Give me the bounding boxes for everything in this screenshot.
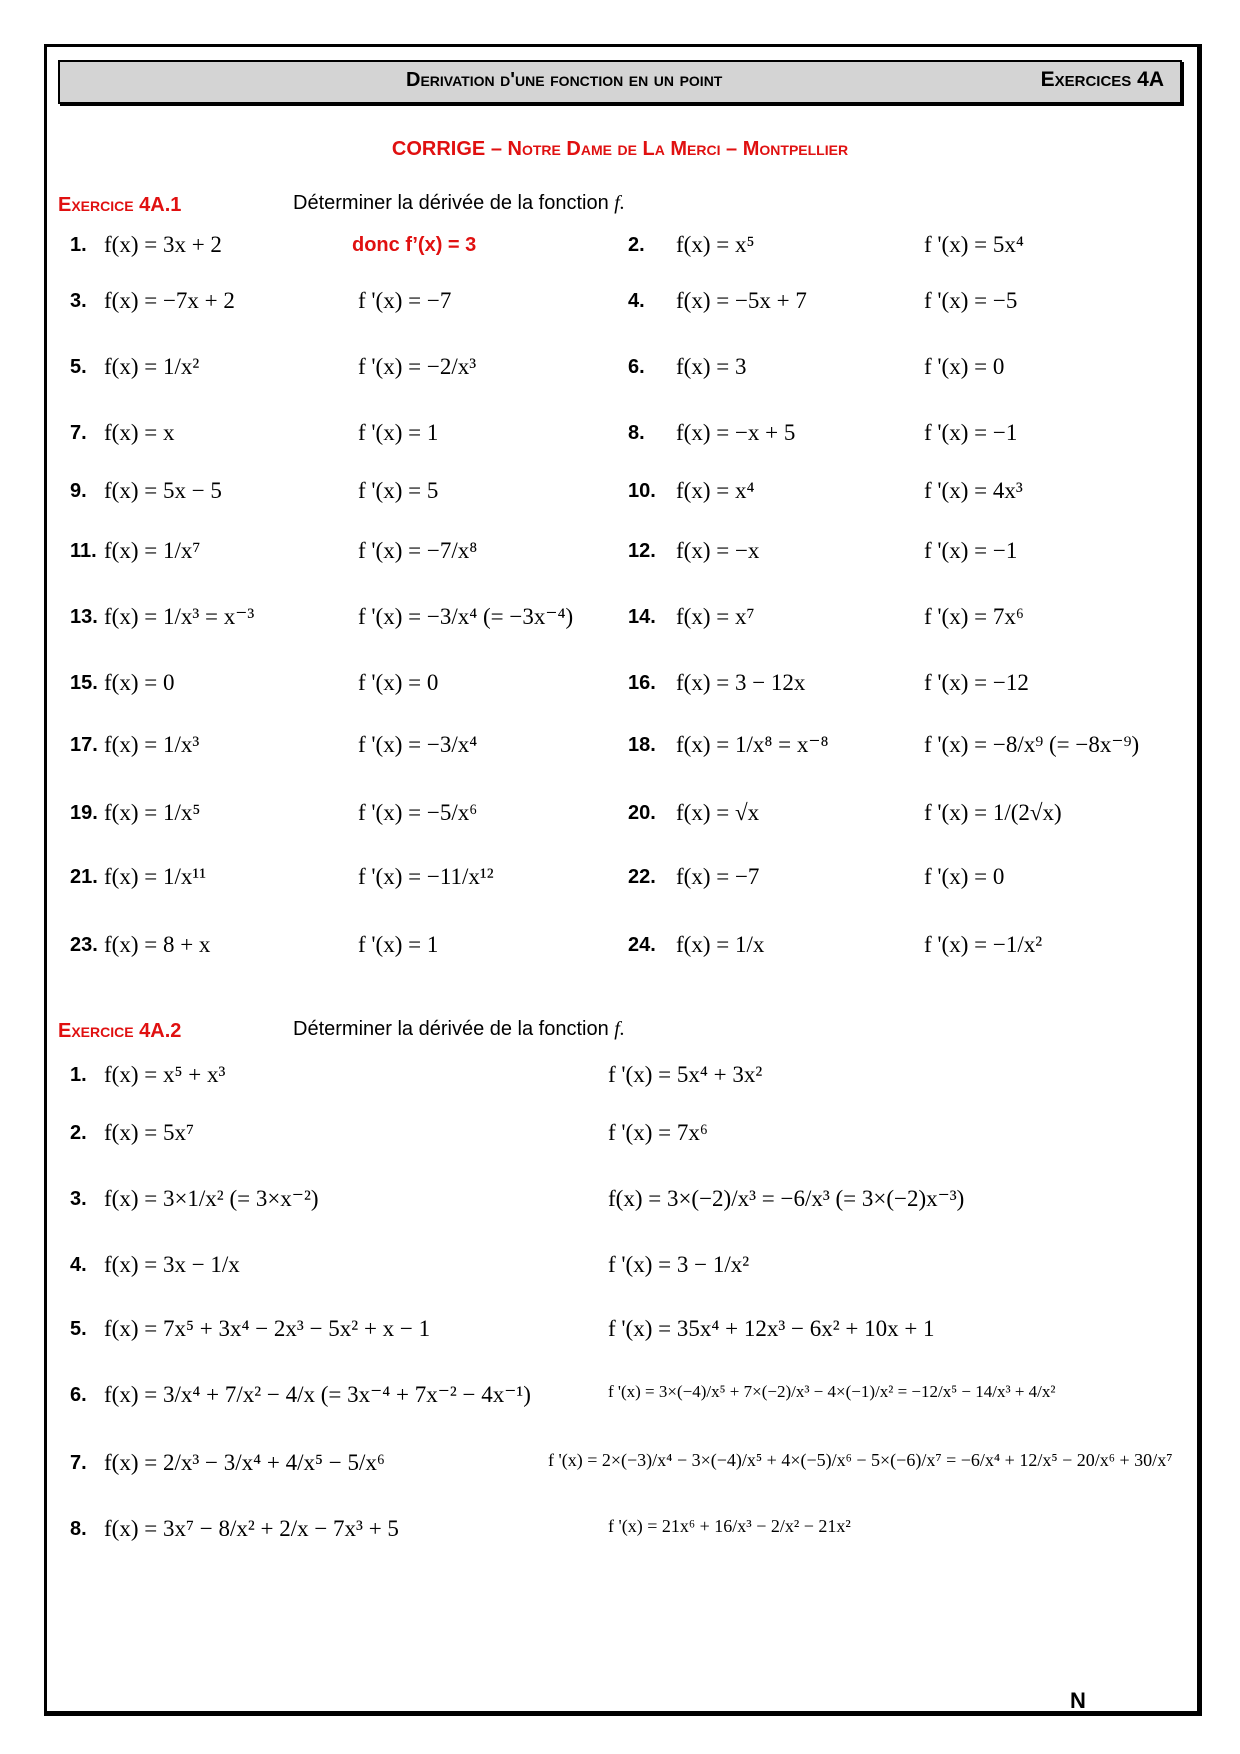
exercise-1-item-number: 15. [70,672,98,694]
exercise-1-item-number: 10. [628,480,656,502]
corrige-subtitle: CORRIGE – Notre Dame de La Merci – Montpellier [391,138,849,160]
exercise-2-function: f(x) = x⁵ + x³ [104,1062,226,1087]
exercise-2-item-number: 6. [70,1384,87,1406]
instruction-text: Déterminer la dérivée de la fonction [293,192,609,214]
exercise-1-derivative: f '(x) = −1 [924,420,1018,445]
exercise-1-derivative: f '(x) = −11/x¹² [358,864,494,889]
exercise-1-item-number: 8. [628,422,645,444]
exercise-1-function: f(x) = −5x + 7 [676,288,807,313]
exercise-2-instruction [293,1018,625,1041]
exercise-2-derivative: f '(x) = 2×(−3)/x⁴ − 3×(−4)/x⁵ + 4×(−5)/x⁶ − 5×(−6)/x⁷ = −6/x⁴ + 12/x⁵ − 20/x⁶ + 30/x⁷ [548,1450,1173,1470]
exercise-1-function: f(x) = −7x + 2 [104,288,235,313]
exercise-1-function: f(x) = 1/x³ [104,732,200,757]
exercise-1-function: f(x) = 1/x [676,932,765,957]
exercise-1-derivative: f '(x) = 0 [924,864,1005,889]
exercise-1-item-number: 18. [628,734,656,756]
exercise-2-derivative: f '(x) = 35x⁴ + 12x³ − 6x² + 10x + 1 [608,1316,935,1341]
exercise-2-derivative: f '(x) = 7x⁶ [608,1120,708,1145]
exercise-2-function: f(x) = 3x⁷ − 8/x² + 2/x − 7x³ + 5 [104,1516,399,1541]
exercise-1-derivative: f '(x) = 5x⁴ [924,232,1024,257]
exercise-1-item-number: 20. [628,802,656,824]
exercise-2-derivative: f '(x) = 21x⁶ + 16/x³ − 2/x² − 21x² [608,1516,851,1536]
exercise-2-function: f(x) = 3/x⁴ + 7/x² − 4/x (= 3x⁻⁴ + 7x⁻² − 4x⁻¹) [104,1382,531,1407]
exercise-1-function: f(x) = x⁵ [676,232,755,257]
exercise-1-item-number: 24. [628,934,656,956]
exercise-1-derivative: f '(x) = −8/x⁹ (= −8x⁻⁹) [924,732,1140,757]
exercise-2-function: f(x) = 3×1/x² (= 3×x⁻²) [104,1186,319,1211]
exercise-1-function: f(x) = −x [676,538,760,563]
exercise-1-function: f(x) = x⁷ [676,604,755,629]
exercise-2-item-number: 3. [70,1188,87,1210]
exercise-1-derivative: f '(x) = 4x³ [924,478,1023,503]
exercise-1-item-number: 14. [628,606,656,628]
exercise-2-item-number: 5. [70,1318,87,1340]
exercise-1-item-number: 17. [70,734,98,756]
exercise-2-item-number: 2. [70,1122,87,1144]
exercise-1-item-number: 6. [628,356,645,378]
exercise-1-instruction [293,192,625,215]
exercise-1-item-number: 23. [70,934,98,956]
exercise-1-derivative: f '(x) = 0 [924,354,1005,379]
exercise-1-item-number: 16. [628,672,656,694]
exercise-1-item-number: 5. [70,356,87,378]
exercise-2-title: Exercice 4A.2 [58,1020,182,1042]
exercise-2-function: f(x) = 3x − 1/x [104,1252,240,1277]
exercise-1-function: f(x) = x [104,420,175,445]
exercise-1-derivative: f '(x) = 1 [358,932,439,957]
exercise-2-function: f(x) = 2/x³ − 3/x⁴ + 4/x⁵ − 5/x⁶ [104,1450,385,1475]
first-derivative-answer: donc f’(x) = 3 [352,234,477,256]
exercise-1-title: Exercice 4A.1 [58,194,182,216]
header-title: Derivation d'une fonction en un point [406,69,723,91]
exercise-2-item-number: 7. [70,1452,87,1474]
exercise-2-item-number: 1. [70,1064,87,1086]
exercise-1-item-number: 22. [628,866,656,888]
exercise-1-function: f(x) = 3 − 12x [676,670,806,695]
exercise-1-function: f(x) = 5x − 5 [104,478,222,503]
exercise-1-function: f(x) = −7 [676,864,760,889]
exercise-1-item-number: 7. [70,422,87,444]
page-header [58,60,1182,104]
exercise-1-item-number: 12. [628,540,656,562]
exercise-1-function: f(x) = x⁴ [676,478,755,503]
exercise-1-function: f(x) = 1/x⁸ = x⁻⁸ [676,732,829,757]
exercise-2-item-number: 8. [70,1518,87,1540]
exercise-2-function: f(x) = 5x⁷ [104,1120,194,1145]
exercise-1-derivative: f '(x) = −5/x⁶ [358,800,478,825]
exercise-1-item-number: 9. [70,480,87,502]
function-name: f. [614,1018,625,1040]
exercise-2-derivative: f '(x) = 5x⁴ + 3x² [608,1062,763,1087]
corner-mark: N [1070,1688,1086,1713]
exercise-2-derivative: f(x) = 3×(−2)/x³ = −6/x³ (= 3×(−2)x⁻³) [608,1186,965,1211]
function-name: f. [614,192,625,214]
exercise-1-function: f(x) = 1/x³ = x⁻³ [104,604,255,629]
exercise-1-derivative: f '(x) = −3/x⁴ (= −3x⁻⁴) [358,604,574,629]
exercise-1-item-number: 1. [70,234,87,256]
exercise-1-item-number: 13. [70,606,98,628]
exercise-1-derivative: f '(x) = 1 [358,420,439,445]
exercise-1-item-number: 3. [70,290,87,312]
exercise-1-function: f(x) = 1/x⁷ [104,538,201,563]
exercise-1-function: f(x) = 1/x⁵ [104,800,201,825]
exercise-1-derivative: f '(x) = 7x⁶ [924,604,1024,629]
exercise-1-item-number: 4. [628,290,645,312]
exercise-1-derivative: f '(x) = −12 [924,670,1029,695]
exercise-1-derivative: f '(x) = −3/x⁴ [358,732,478,757]
exercise-2-function: f(x) = 7x⁵ + 3x⁴ − 2x³ − 5x² + x − 1 [104,1316,431,1341]
exercise-2-derivative: f '(x) = 3 − 1/x² [608,1252,750,1277]
exercise-1-item-number: 21. [70,866,98,888]
exercise-1-function: f(x) = 0 [104,670,175,695]
exercise-1-item-number: 2. [628,234,645,256]
exercise-1-function: f(x) = 1/x² [104,354,200,379]
exercise-1-derivative: f '(x) = −7 [358,288,452,313]
exercise-1-derivative: f '(x) = 0 [358,670,439,695]
exercise-1-item-number: 11. [70,540,97,562]
exercise-2-item-number: 4. [70,1254,87,1276]
exercise-1-function: f(x) = 1/x¹¹ [104,864,207,889]
exercise-1-derivative: f '(x) = −2/x³ [358,354,477,379]
exercise-1-derivative: f '(x) = −7/x⁸ [358,538,478,563]
exercise-1-function: f(x) = 3 [676,354,747,379]
exercise-1-function: f(x) = −x + 5 [676,420,796,445]
exercise-1-derivative: f '(x) = 1/(2√x) [924,800,1062,825]
exercise-1-function: f(x) = 8 + x [104,932,211,957]
exercise-1-item-number: 19. [70,802,98,824]
exercise-1-derivative: f '(x) = −1/x² [924,932,1043,957]
exercise-1-derivative: f '(x) = 5 [358,478,439,503]
exercise-1-function: f(x) = 3x + 2 [104,232,222,257]
exercise-1-derivative: f '(x) = −1 [924,538,1018,563]
exercise-2-derivative: f '(x) = 3×(−4)/x⁵ + 7×(−2)/x³ − 4×(−1)/x² = −12/x⁵ − 14/x³ + 4/x² [608,1382,1056,1401]
header-exercises-label: Exercices 4A [1040,68,1164,91]
exercise-1-derivative: f '(x) = −5 [924,288,1018,313]
instruction-text: Déterminer la dérivée de la fonction [293,1018,609,1040]
exercise-1-function: f(x) = √x [676,800,760,825]
